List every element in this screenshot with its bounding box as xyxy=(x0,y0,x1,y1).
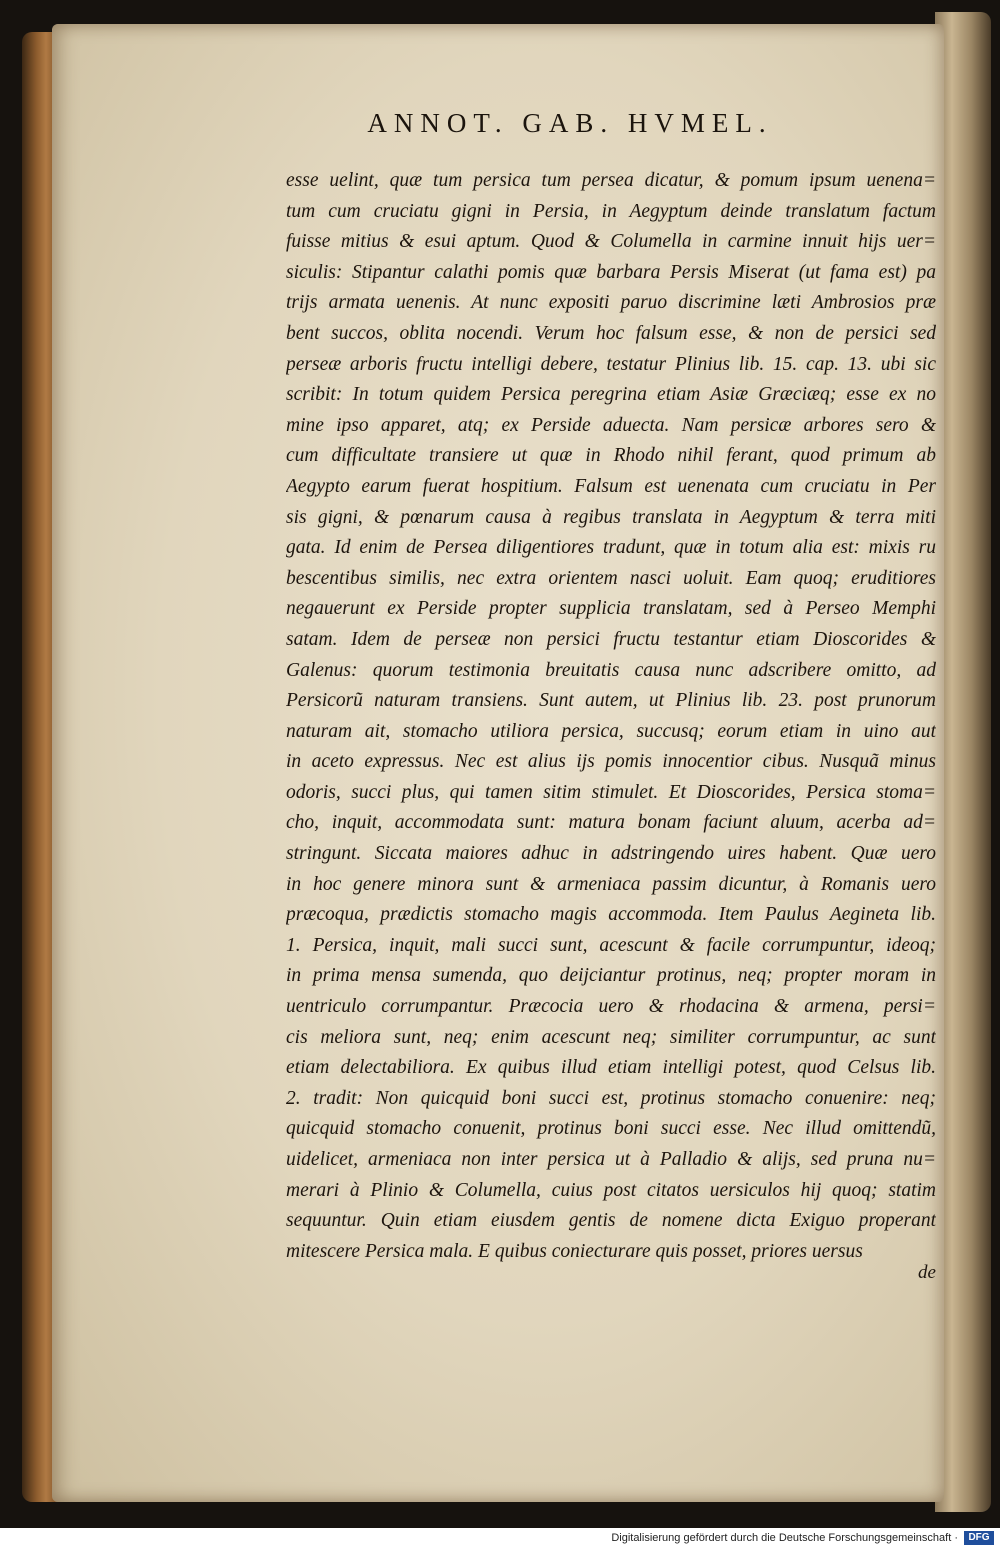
text-line: esse uelint, quæ tum persica tum persea dicatur, & pomum ipsum uenena= xyxy=(286,170,936,191)
text-line: odoris, succi plus, qui tamen sitim stimulet. Et Dioscorides, Persica stoma= xyxy=(286,781,936,803)
running-head: ANNOT. GAB. HVMEL. xyxy=(367,108,773,138)
text-line: negauerunt ex Perside propter supplicia translatam, sed à Perseo Memphi xyxy=(286,598,936,620)
footer-bar xyxy=(0,1528,1000,1550)
text-line: scribit: In totum quidem Persica peregrina etiam Asiæ Græciæq; esse ex no xyxy=(286,384,936,406)
text-line: mine ipso apparet, atq; ex Perside aduecta. Nam persicæ arbores sero & xyxy=(286,414,936,436)
text-line: mitescere Persica mala. E quibus coniecturare quis posset, priores uersus xyxy=(286,1240,863,1262)
text-line: Aegypto earum fuerat hospitium. Falsum est uenenata cum cruciatu in Per xyxy=(286,475,936,497)
text-line: uidelicet, armeniaca non inter persica ut à Palladio & alijs, sed pruna nu= xyxy=(286,1149,936,1170)
text-line: in aceto expressus. Nec est alius ijs pomis innocentior cibus. Nusquã minus xyxy=(286,751,936,773)
text-line: merari à Plinio & Columella, cuius post citatos uersiculos hij quoq; statim xyxy=(286,1179,936,1201)
text-line: satam. Idem de perseæ non persici fructu testantur etiam Dioscorides & xyxy=(286,628,936,650)
footer-credit: Digitalisierung gefördert durch die Deutsche Forschungsgemeinschaft · xyxy=(611,1532,958,1544)
text-line: bent succos, oblita nocendi. Verum hoc falsum esse, & non de persici sed xyxy=(286,322,936,344)
text-line: 2. tradit: Non quicquid boni succi est, protinus stomacho conuenire: neq; xyxy=(286,1087,936,1109)
text-line: cum difficultate transiere ut quæ in Rhodo nihil ferant, quod primum ab xyxy=(286,445,936,467)
text-line: perseæ arboris fructu intelligi debere, testatur Plinius lib. 15. cap. 13. ubi sic xyxy=(286,353,936,375)
text-block xyxy=(286,166,936,1267)
text-line: in hoc genere minora sunt & armeniaca passim dicuntur, à Romanis uero xyxy=(286,873,936,895)
text-line: cho, inquit, accommodata sunt: matura bonam faciunt aluum, acerba ad= xyxy=(286,812,936,834)
text-line: uentriculo corrumpantur. Præcocia uero & rhodacina & armena, persi= xyxy=(286,996,936,1018)
catchword: de xyxy=(918,1262,936,1283)
text-line: Persicorũ naturam transiens. Sunt autem, ut Plinius lib. 23. post prunorum xyxy=(286,690,936,712)
text-line: sis gigni, & pœnarum causa à regibus translata in Aegyptum & terra miti xyxy=(286,506,936,528)
text-line: gata. Id enim de Persea diligentiores tradunt, quæ in totum alia est: mixis ru xyxy=(286,537,936,559)
text-line: quicquid stomacho conuenit, protinus boni succi esse. Nec illud omittendũ, xyxy=(286,1118,936,1140)
text-line: sequuntur. Quin etiam eiusdem gentis de nomene dicta Exiguo properant xyxy=(286,1210,936,1232)
text-line: tum cum cruciatu gigni in Persia, in Aegyptum deinde translatum factum xyxy=(286,200,936,222)
text-line: trijs armata uenenis. At nunc expositi paruo discrimine læti Ambrosios præ xyxy=(286,292,936,314)
text-line: siculis: Stipantur calathi pomis quæ barbara Persis Miserat (ut fama est) pa xyxy=(286,261,936,283)
text-line: bescentibus similis, nec extra orientem nasci uoluit. Eam quoq; eruditiores xyxy=(286,567,936,589)
text-line: stringunt. Siccata maiores adhuc in adstringendo uires habent. Quæ uero xyxy=(286,843,936,865)
text-line: naturam ait, stomacho utiliora persica, succusq; eorum etiam in uino aut xyxy=(286,720,936,742)
text-line: 1. Persica, inquit, mali succi sunt, acescunt & facile corrumpuntur, ideoq; xyxy=(286,934,936,956)
text-line: præcoqua, prædictis stomacho magis accommoda. Item Paulus Aegineta lib. xyxy=(286,904,936,926)
dfg-logo: DFG xyxy=(964,1531,994,1545)
text-line: Galenus: quorum testimonia breuitatis causa nunc adscribere omitto, ad xyxy=(286,659,936,681)
text-line: in prima mensa sumenda, quo deijciantur protinus, neq; propter moram in xyxy=(286,965,936,987)
text-line: etiam delectabiliora. Ex quibus illud etiam intelligi potest, quod Celsus lib. xyxy=(286,1057,936,1079)
text-line: fuisse mitius & esui aptum. Quod & Columella in carmine innuit hijs uer= xyxy=(286,231,936,253)
text-line: cis meliora sunt, neq; enim acescunt neq; similiter corrumpuntur, ac sunt xyxy=(286,1026,936,1048)
